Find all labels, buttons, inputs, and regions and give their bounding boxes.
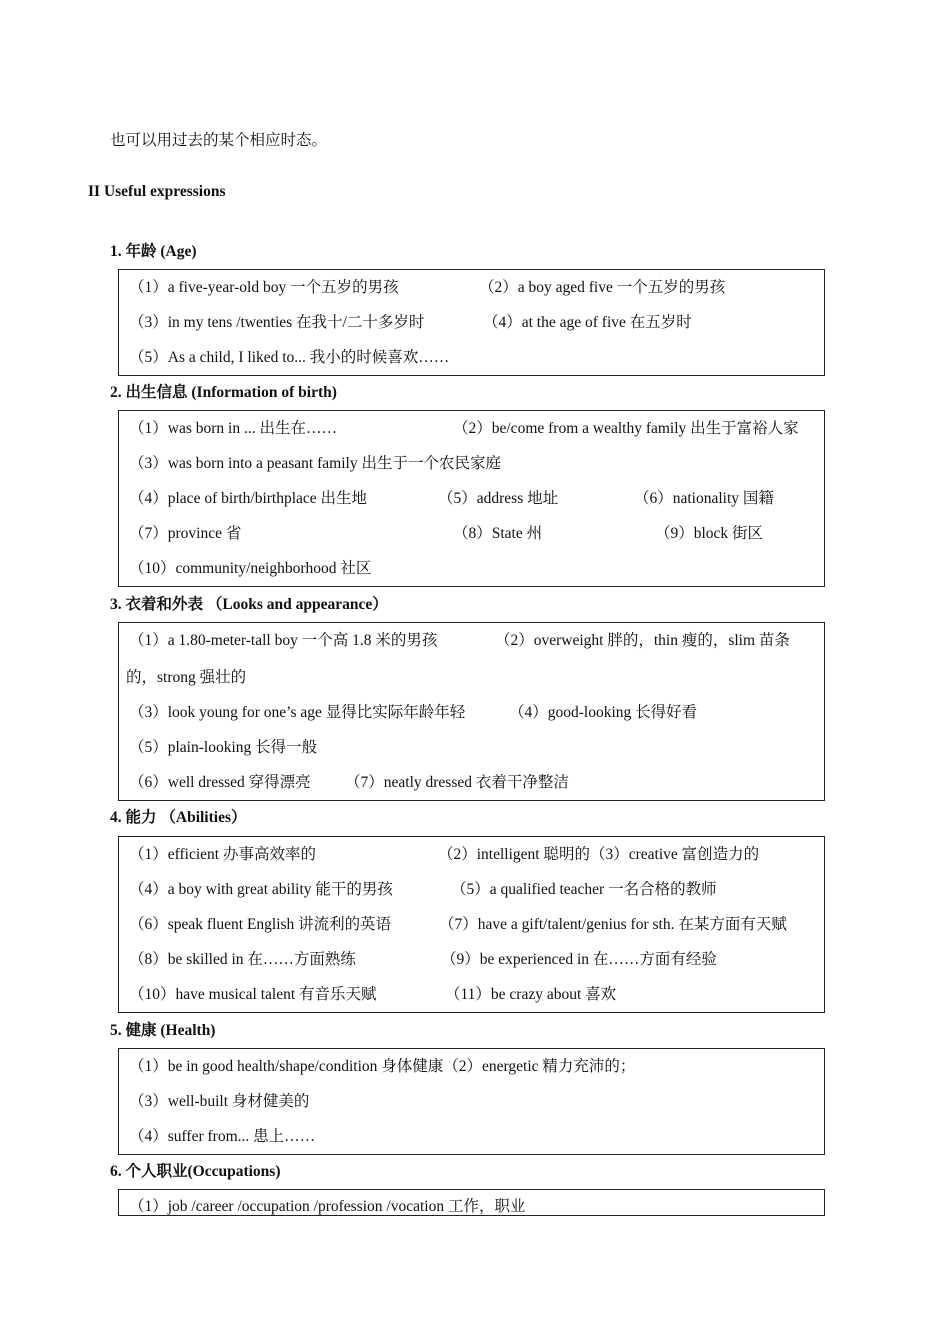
list-item: （10）have musical talent 有音乐天赋 [129,986,377,1003]
list-item: （2）a boy aged five 一个五岁的男孩 [479,279,726,296]
list-item: （6）well dressed 穿得漂亮 [129,774,311,791]
group-heading-age: 1. 年龄 (Age) [110,243,197,260]
list-item: （5）a qualified teacher 一名合格的教师 [451,881,717,898]
list-item: （1）efficient 办事高效率的 [129,846,316,863]
list-item: （1）be in good health/shape/condition 身体健康（2）energetic 精力充沛的； [129,1058,636,1075]
list-item: （5）As a child, I liked to... 我小的时候喜欢…… [129,349,450,366]
group-box-health [118,1048,825,1155]
list-item: （4）at the age of five 在五岁时 [483,314,692,331]
list-item: （7）province 省 [129,525,242,542]
group-heading-looks: 3. 衣着和外表 （Looks and appearance） [110,596,388,613]
group-box-age [118,269,825,376]
list-item: （3）in my tens /twenties 在我十/二十多岁时 [129,314,425,331]
list-item: 的，strong 强壮的 [126,669,247,686]
group-box-birth [118,410,825,587]
list-item: （5）plain-looking 长得一般 [129,739,318,756]
list-item: （1）job /career /occupation /profession /vocation 工作，职业 [129,1198,526,1215]
list-item: （1）a five-year-old boy 一个五岁的男孩 [129,279,399,296]
group-heading-abilities: 4. 能力 （Abilities） [110,809,247,826]
list-item: （3）look young for one’s age 显得比实际年龄年轻 [129,704,466,721]
group-heading-health: 5. 健康 (Health) [110,1022,216,1039]
list-item: （4）good-looking 长得好看 [509,704,698,721]
section-title: II Useful expressions [88,183,226,200]
list-item: （8）State 州 [453,525,543,542]
list-item: （3）well-built 身材健美的 [129,1093,310,1110]
group-box-looks [118,622,825,801]
list-item: （1）a 1.80-meter-tall boy 一个高 1.8 米的男孩 [129,632,438,649]
group-box-occupations [118,1189,825,1216]
list-item: （3）was born into a peasant family 出生于一个农民家庭 [129,455,501,472]
list-item: （11）be crazy about 喜欢 [445,986,617,1003]
list-item: （4）suffer from... 患上…… [129,1128,316,1145]
list-item: （6）speak fluent English 讲流利的英语 [129,916,392,933]
list-item: （6）nationality 国籍 [634,490,774,507]
list-item: （9）block 街区 [655,525,764,542]
list-item: （4）a boy with great ability 能干的男孩 [129,881,393,898]
intro-line: 也可以用过去的某个相应时态。 [110,132,328,149]
list-item: （5）address 地址 [438,490,559,507]
group-heading-occupations: 6. 个人职业(Occupations) [110,1163,281,1180]
list-item: （8）be skilled in 在……方面熟练 [129,951,356,968]
list-item: （2）overweight 胖的，thin 瘦的，slim 苗条 [495,632,790,649]
list-item: （2）be/come from a wealthy family 出生于富裕人家 [453,420,799,437]
list-item: （7）neatly dressed 衣着干净整洁 [345,774,569,791]
list-item: （10）community/neighborhood 社区 [129,560,372,577]
list-item: （1）was born in ... 出生在…… [129,420,337,437]
list-item: （7）have a gift/talent/genius for sth. 在某方面有天赋 [439,916,787,933]
list-item: （4）place of birth/birthplace 出生地 [129,490,368,507]
group-box-abilities [118,836,825,1013]
list-item: （9）be experienced in 在……方面有经验 [441,951,717,968]
list-item: （2）intelligent 聪明的（3）creative 富创造力的 [438,846,760,863]
group-heading-birth: 2. 出生信息 (Information of birth) [110,384,337,401]
